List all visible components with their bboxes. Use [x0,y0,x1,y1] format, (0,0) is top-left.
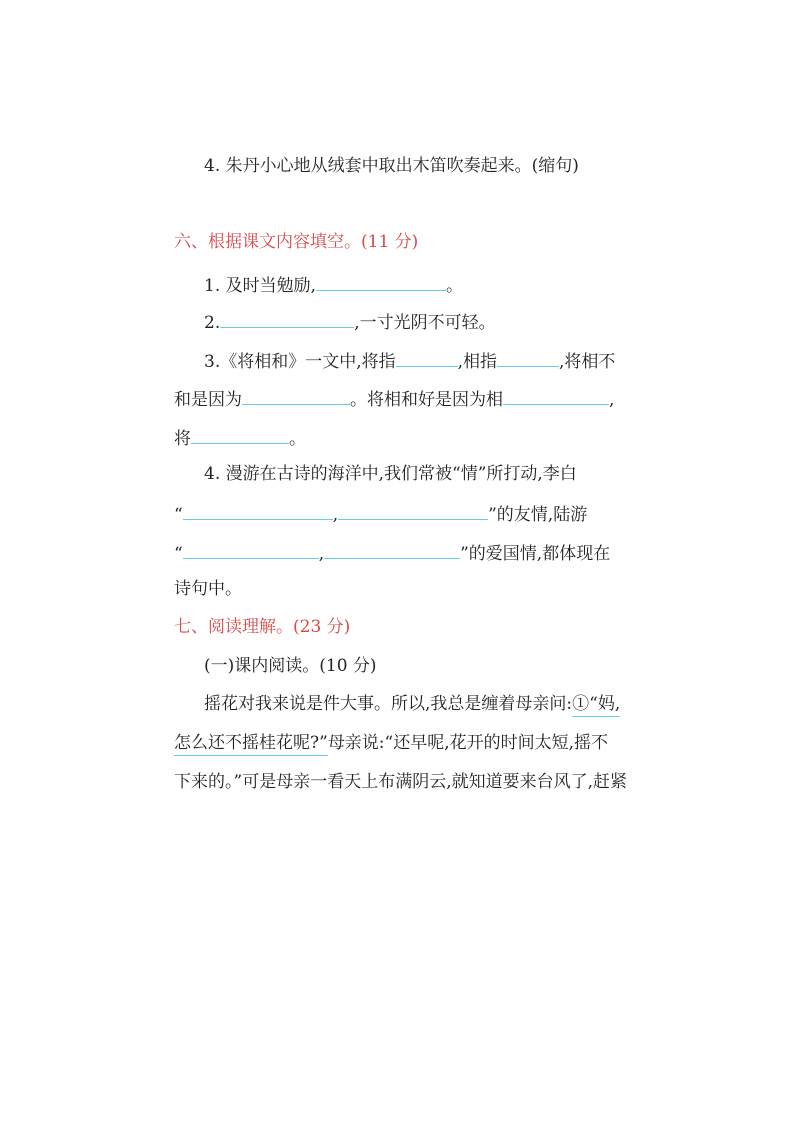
answer-blank[interactable] [324,540,460,559]
section-7-title: 七、阅读理解。(23 分) [174,617,351,637]
quote-mark: “ [174,544,183,564]
item-text: ,相指 [457,352,498,372]
answer-blank[interactable] [338,501,488,520]
section-6-item-1 [204,272,463,297]
answer-blank[interactable] [191,425,289,444]
item-text: 1. 及时当勉励, [204,276,317,296]
item-number: 2. [204,313,221,333]
reading-passage-line-3 [174,771,627,793]
question-text: 4. 朱丹小心地从绒套中取出木笛吹奏起来。(缩句) [204,156,579,176]
passage-text: 摇花对我来说是件大事。所以,我总是缠着母亲问: [204,694,573,714]
item-text: 。将相和好是因为相 [350,390,503,410]
item-text: 将 [174,429,191,449]
section-6-item-3-line-1 [204,348,615,373]
passage-text: 下来的。”可是母亲一看天上布满阴云,就知道要来台风了,赶紧 [174,772,627,792]
item-text: ,一寸光阴不可轻。 [354,313,496,333]
answer-blank[interactable] [497,348,559,367]
section-6-item-4-line-1 [204,463,577,485]
answer-blank[interactable] [183,540,319,559]
section-6-item-4-line-4 [174,578,242,600]
section-7-subsection-1-title: (一)课内阅读。(10 分) [204,656,377,676]
reading-passage-line-2 [174,732,608,754]
underlined-sentence: 怎么还不摇桂花呢?” [174,733,328,756]
item-text: 。 [289,429,306,449]
section-6-item-4-line-3 [174,540,610,565]
underlined-sentence: ①“妈, [572,694,620,717]
item-text: , [318,544,325,564]
answer-blank[interactable] [396,348,458,367]
passage-text: 母亲说:“还早呢,花开的时间太短,摇不 [327,733,609,753]
item-text: 。 [446,276,464,296]
question-5-item-4 [204,155,579,177]
item-text: , [332,505,339,525]
section-6-item-2 [204,309,496,334]
answer-blank[interactable] [503,386,609,405]
item-text: ”的爱国情,都体现在 [460,544,611,564]
answer-blank[interactable] [220,309,354,328]
item-text: , [609,390,615,410]
section-6-title: 六、根据课文内容填空。(11 分) [174,232,419,252]
item-text: ”的友情,陆游 [488,505,588,525]
item-text: 3.《将相和》一文中,将指 [204,352,396,372]
answer-blank[interactable] [183,501,333,520]
quote-mark: “ [174,505,183,525]
item-text: 4. 漫游在古诗的海洋中,我们常被“情”所打动,李白 [204,464,577,484]
answer-blank[interactable] [242,386,350,405]
reading-passage-line-1 [204,693,620,715]
item-text: ,将相不 [559,352,616,372]
answer-blank[interactable] [316,272,446,291]
item-text: 诗句中。 [174,579,242,599]
section-6-item-3-line-2 [174,386,614,411]
section-6-item-4-line-2 [174,501,587,526]
item-text: 和是因为 [174,390,242,410]
section-6-item-3-line-3 [174,425,306,450]
